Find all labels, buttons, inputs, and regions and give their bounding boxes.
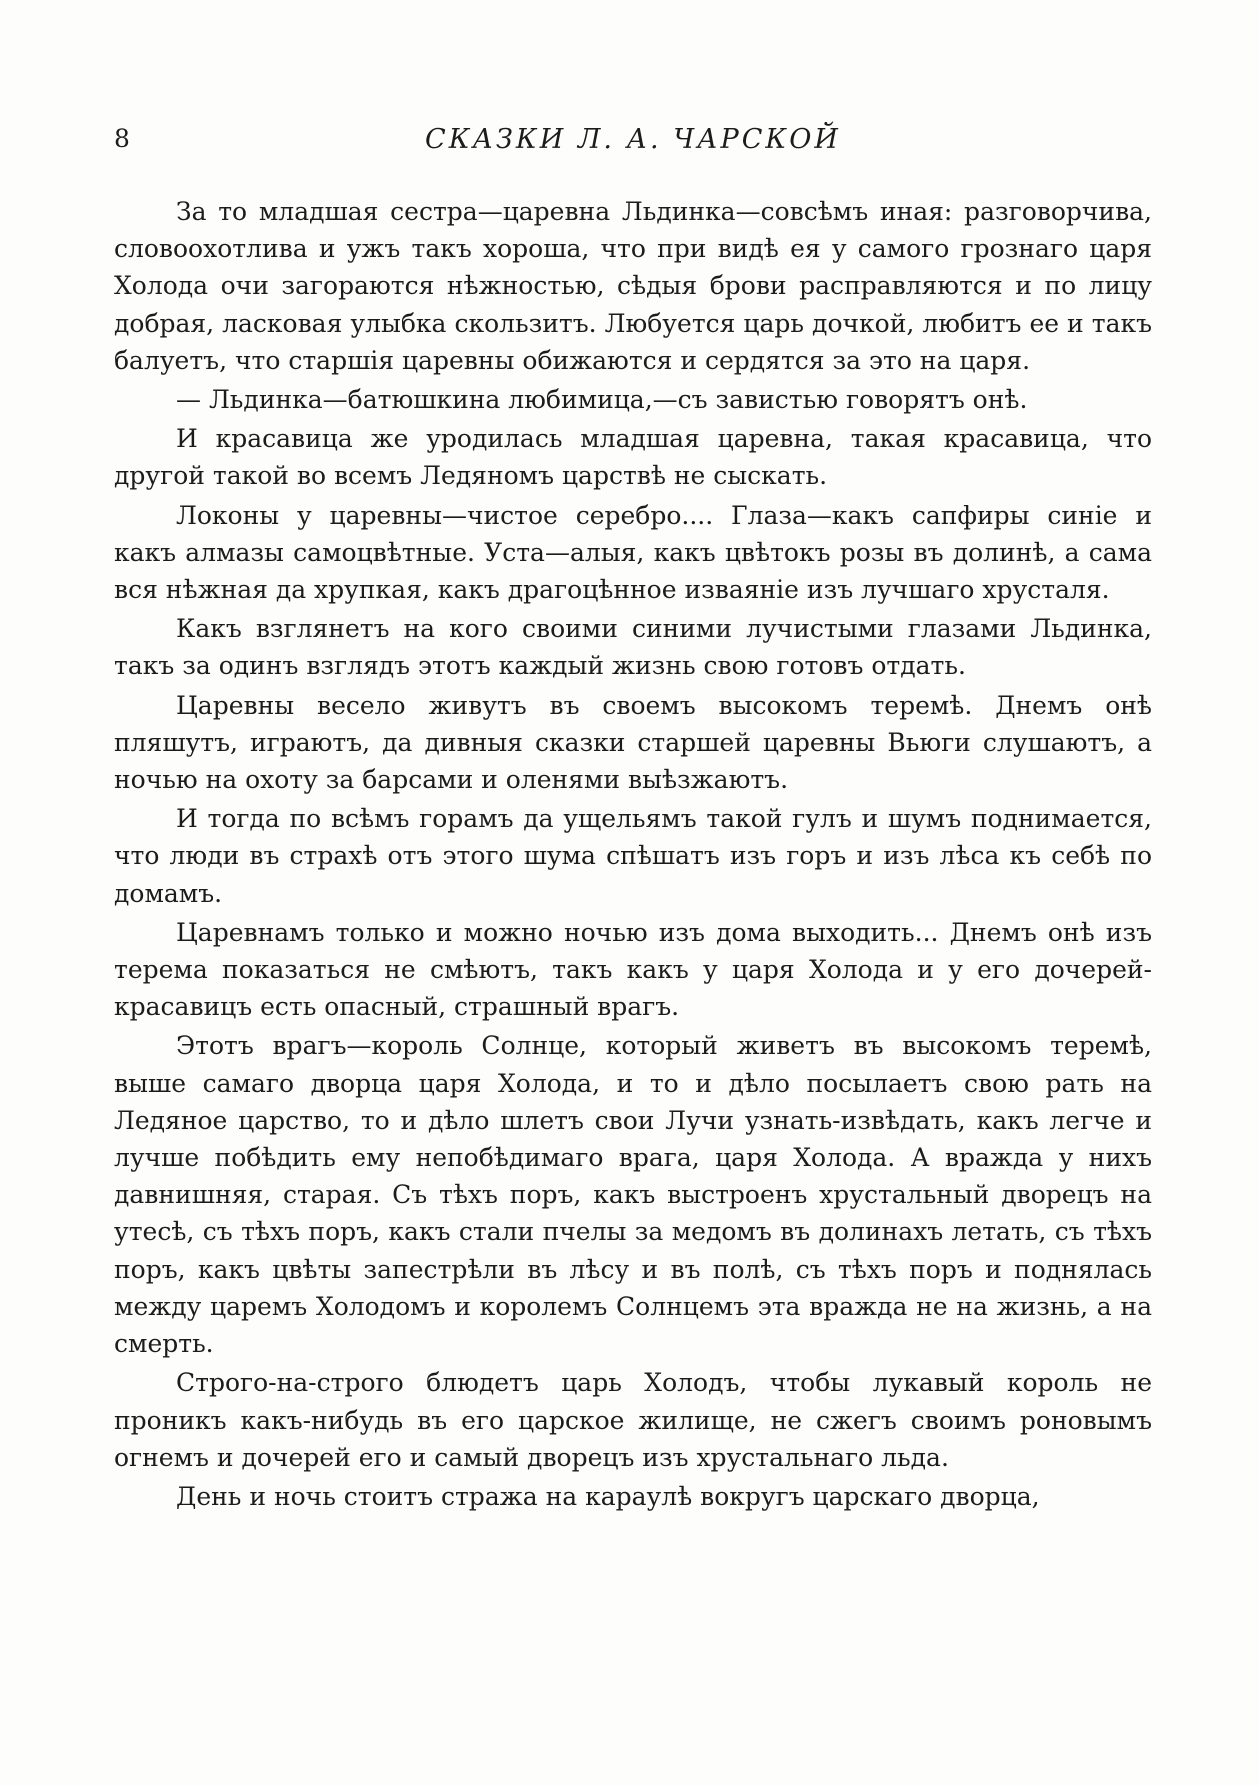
paragraph: День и ночь стоитъ стража на караулѣ вокругъ царскаго дворца, <box>176 1481 1040 1511</box>
paragraph: И красавица же уродилась младшая царевна, такая красавица, что другой такой во всемъ Ледяномъ царствѣ не сыскать. <box>114 424 1152 491</box>
paragraph: — Льдинка—батюшкина любимица,—съ завистью говорятъ онѣ. <box>176 385 1028 415</box>
paragraph: Этотъ врагъ—король Солнце, который живетъ въ высокомъ теремѣ, выше самаго дворца царя Холода, и то и дѣло посылаетъ свою рать на Ледяное царство, то и дѣло шлетъ свои Лучи узнать-извѣдать, какъ легче и лучше побѣдить ему непобѣдимаго врага, царя Холода. А вражда у нихъ давнишняя, старая. Съ тѣхъ поръ, какъ выстроенъ хрустальный дворецъ на утесѣ, съ тѣхъ поръ, какъ стали пчелы за медомъ въ долинахъ летать, съ тѣхъ поръ, какъ цвѣты запестрѣли въ лѣсу и въ полѣ, съ тѣхъ поръ и поднялась между царемъ Холодомъ и королемъ Солнцемъ эта вражда не на жизнь, а на смерть. <box>114 1031 1152 1359</box>
paragraph: Строго-на-строго блюдетъ царь Холодъ, чтобы лукавый король не проникъ какъ-нибудь въ его царское жилище, не сжегъ своимъ роновымъ огнемъ и дочерей его и самый дворецъ изъ хрустальнаго льда. <box>114 1368 1152 1472</box>
paragraph: И тогда по всѣмъ горамъ да ущельямъ такой гулъ и шумъ поднимается, что люди въ страхѣ отъ этого шума спѣшатъ изъ горъ и изъ лѣса къ себѣ по домамъ. <box>114 804 1152 908</box>
running-title: СКАЗКИ Л. А. ЧАРСКОЙ <box>425 124 841 155</box>
paragraph: Царевны весело живутъ въ своемъ высокомъ теремѣ. Днемъ онѣ пляшутъ, играютъ, да дивныя сказки старшей царевны Вьюги слушаютъ, а ночью на охоту за барсами и оленями выѣзжаютъ. <box>114 690 1152 795</box>
paragraph: Царевнамъ только и можно ночью изъ дома выходить... Днемъ онѣ изъ терема показаться не смѣютъ, такъ какъ у царя Холода и у его дочерей-красавицъ есть опасный, страшный врагъ. <box>114 917 1152 1022</box>
body-text <box>114 193 1152 1517</box>
page-header <box>114 124 1152 164</box>
paragraph: Локоны у царевны—чистое серебро.... Глаза—какъ сапфиры синіе и какъ алмазы самоцвѣтные. Уста—алыя, какъ цвѣтокъ розы въ долинѣ, а сама вся нѣжная да хрупкая, какъ драгоцѣнное изваяніе изъ лучшаго хрусталя. <box>114 500 1152 605</box>
page-number: 8 <box>114 124 131 153</box>
paragraph: Какъ взглянетъ на кого своими синими лучистыми глазами Льдинка, такъ за одинъ взглядъ этотъ каждый жизнь свою готовъ отдать. <box>114 614 1152 681</box>
paragraph: За то младшая сестра—царевна Льдинка—совсѣмъ иная: разговорчива, словоохотлива и ужъ такъ хороша, что при видѣ ея у самого грознаго царя Холода очи загораются нѣжностью, сѣдыя брови расправляются и по лицу добрая, ласковая улыбка скользитъ. Любуется царь дочкой, любитъ ее и такъ балуетъ, что старшія царевны обижаются и сердятся за это на царя. <box>114 197 1152 375</box>
